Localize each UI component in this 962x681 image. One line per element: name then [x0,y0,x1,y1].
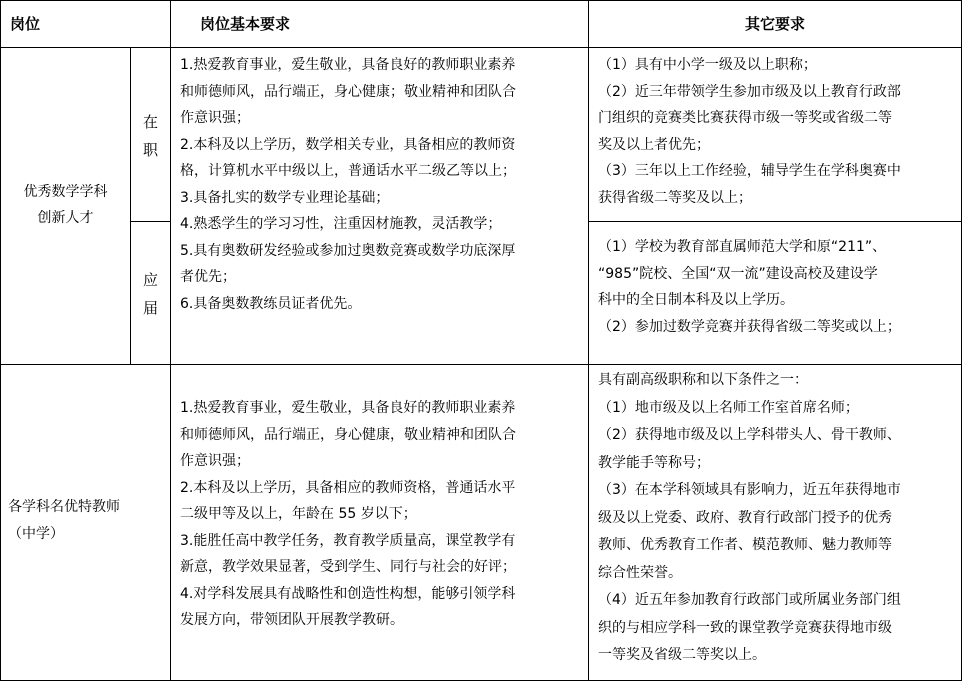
requirement-line: 1.热爱教育事业，爱生敬业，具备良好的教师职业素养 [180,57,516,73]
position-line: 优秀数学学科 [23,184,108,200]
requirement-line: 和师德师风，品行端正，身心健康，敬业精神和团队合 [180,426,516,443]
requirement-line: 作意识强； [180,453,250,469]
requirement-line: 4.熟悉学生的学习习性，注重因材施教，灵活教学； [180,216,502,232]
requirement-line: （4）近五年参加教育行政部门或所属业务部门组 [598,592,901,608]
requirement-line: 6.具备奥数教练员证者优先。 [180,295,362,312]
requirement-line: 门组织的竞赛类比赛获得市级一等奖或省级二等 [598,110,892,126]
requirement-line: （2）参加过数学竞赛并获得省级二等奖或以上； [598,318,901,335]
requirement-line: 一等奖及省级二等奖以上。 [598,647,766,663]
col-divider-2 [588,0,589,681]
basic-requirements-math [180,52,585,317]
sub-label-char: 应 [142,271,158,289]
requirement-line: 教学能手等称号； [598,454,710,471]
requirement-line: 新意，教学效果显著，受到学生、同行与社会的好评； [180,559,516,575]
requirement-line: （3）在本学科领域具有影响力，近五年获得地市 [598,482,901,498]
position-math-talent [1,179,130,231]
sub-label-yingjie [131,266,170,322]
header-other-requirements: 其它要求 [744,15,805,33]
requirement-line: 奖及以上者优先； [598,136,710,153]
requirement-line: 2.本科及以上学历，具备相应的教师资格，普通话水平 [180,479,516,496]
requirement-line: 级及以上党委、政府、教育行政部门授予的优秀 [598,509,892,526]
header-divider [0,47,962,48]
position-line: （中学） [8,526,64,542]
col-divider-1 [170,0,171,681]
requirement-line: 二级甲等及以上，年龄在 55 岁以下； [180,506,417,522]
requirement-line: 格，计算机水平中级以上，普通话水平二级乙等以上； [180,163,516,179]
position-famous-teacher [8,494,168,548]
requirement-line: 教师、优秀教育工作者、模范教师、魅力教师等 [598,537,892,553]
requirement-line: 3.能胜任高中教学任务，教育教学质量高，课堂教学有 [180,532,516,549]
other-requirements-teacher [598,367,958,670]
requirement-line: 2.本科及以上学历，数学相关专业，具备相应的教师资 [180,136,516,153]
requirement-line: （1）地市级及以上名师工作室首席名师； [598,399,859,416]
sub-label-char: 在 [142,113,158,131]
table-border-left [0,0,1,681]
sub-label-char: 届 [142,299,158,317]
requirement-line: 织的与相应学科一致的课堂教学竞赛获得地市级 [598,619,892,636]
requirement-line: 和师德师风，品行端正，身心健康；敬业精神和团队合 [180,83,516,100]
header-position: 岗位 [10,15,41,33]
requirement-line: 3.具备扎实的数学专业理论基础； [180,189,390,206]
requirement-line: 获得省级二等奖及以上； [598,189,752,206]
requirement-line: （1）具有中小学一级及以上职称； [598,57,817,73]
row-divider [0,364,962,365]
requirement-line: 1.热爱教育事业，爱生敬业，具备良好的教师职业素养 [180,400,516,416]
requirement-line: 发展方向，带领团队开展教学教研。 [180,612,404,628]
other-requirements-zaizhi [598,52,958,211]
requirement-line: 5.具有奥数研发经验或参加过奥数竞赛或数学功底深厚 [180,242,516,259]
position-line: 创新人才 [37,210,94,226]
header-basic-requirements: 岗位基本要求 [200,15,291,33]
requirement-line: （2）近三年带领学生参加市级及以上教育行政部 [598,83,901,100]
requirement-line: 作意识强； [180,110,250,126]
other-requirements-yingjie [598,234,958,340]
requirement-line: 综合性荣誉。 [598,564,682,581]
requirement-line: “985”院校、全国“双一流”建设高校及建设学 [598,265,878,282]
sub-divider-right [588,221,962,222]
position-line: 各学科名优特教师 [8,499,120,515]
sub-label-char: 职 [142,141,158,159]
requirement-line: （1）学校为教育部直属师范大学和原“211”、 [598,239,887,255]
basic-requirements-teacher [180,395,585,634]
sub-label-zaizhi [131,108,170,164]
requirement-line: 者优先； [180,269,236,285]
requirement-line: 科中的全日制本科及以上学历。 [598,292,794,308]
requirement-line: 具有副高级职称和以下条件之一： [598,372,808,388]
sub-divider-left [130,221,171,222]
requirement-line: 4.对学科发展具有战略性和创造性构想，能够引领学科 [180,585,516,602]
requirement-line: （2）获得地市级及以上学科带头人、骨干教师、 [598,427,901,443]
requirement-line: （3）三年以上工作经验，辅导学生在学科奥赛中 [598,163,901,179]
table-border-top [0,0,962,1]
